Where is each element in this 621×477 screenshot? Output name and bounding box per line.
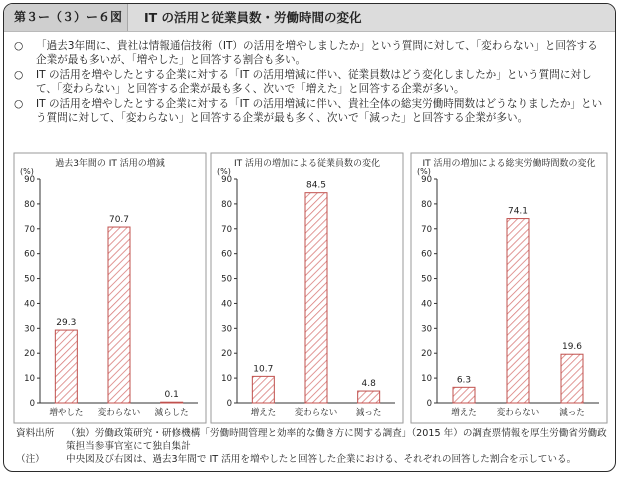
y-tick-label: 60 bbox=[221, 249, 232, 260]
note-row bbox=[16, 453, 608, 466]
chart-title: 過去3年間の IT 活用の増減 bbox=[55, 159, 165, 169]
y-tick-label: 40 bbox=[221, 299, 232, 310]
bar-value-label: 70.7 bbox=[108, 215, 130, 226]
bullet-text: IT の活用を増やしたとする企業に対する「IT の活用増減に伴い、従業員数はどう変化しましたか」という質問に対して、「変わらない」と回答する企業が最も多く、次いで「増えた」と回答する企業が多い。 bbox=[36, 68, 592, 96]
chart-title: IT 活用の増加による従業員数の変化 bbox=[233, 159, 381, 169]
bullet-mark: ○ bbox=[14, 97, 24, 110]
figure-frame bbox=[3, 3, 616, 472]
x-category-label: 変わらない bbox=[97, 408, 141, 418]
bar-1 bbox=[252, 376, 274, 403]
y-tick-label: 60 bbox=[421, 249, 432, 260]
bar-charts bbox=[12, 151, 610, 427]
bullet-text: 「過去3年間に、貴社は情報通信技術（IT）の活用を増やしましたか」という質問に対して、「変わらない」と回答する企業が最も多いが、「増やした」と回答する割合も多い。 bbox=[36, 40, 598, 67]
bullet-text: IT の活用を増やしたとする企業に対する「IT の活用増減に伴い、貴社全体の総実労働時間数はどうなりましたか」という質問に対して、「変わらない」と回答する企業が最も多く、次いで「減った」と回答する企業が多い。 bbox=[36, 97, 603, 125]
y-axis-unit-label: (%) bbox=[217, 167, 231, 176]
y-tick-label: 50 bbox=[421, 274, 432, 285]
x-category-label: 減らした bbox=[154, 408, 189, 418]
y-tick-label: 70 bbox=[24, 224, 35, 235]
y-tick-label: 90 bbox=[421, 175, 432, 185]
x-category-label: 減った bbox=[355, 408, 382, 418]
summary-bullet bbox=[14, 39, 606, 68]
bar-value-label: 84.5 bbox=[305, 180, 327, 191]
y-axis-unit-label: (%) bbox=[20, 167, 34, 176]
charts-area bbox=[12, 151, 610, 427]
y-tick-label: 0 bbox=[29, 399, 35, 409]
y-tick-label: 20 bbox=[421, 349, 432, 360]
source-label: 資料出所 bbox=[16, 428, 55, 439]
source-text: （独）労働政策研究・研修機構「労働時間管理と効率的な働き方に関する調査」（2015 年）の調査票情報を厚生労働省労働政策担当参事官室にて独自集計 bbox=[66, 428, 607, 452]
y-tick-label: 20 bbox=[24, 349, 35, 360]
figure-footer bbox=[16, 427, 608, 466]
x-category-label: 増えた bbox=[250, 408, 277, 418]
figure-title: IT の活用と従業員数・労働時間の変化 bbox=[144, 10, 362, 25]
bullet-mark: ○ bbox=[14, 40, 24, 52]
y-tick-label: 70 bbox=[221, 224, 232, 235]
y-tick-label: 70 bbox=[421, 224, 432, 235]
bullet-mark: ○ bbox=[14, 68, 24, 81]
y-tick-label: 90 bbox=[221, 175, 232, 185]
y-tick-label: 30 bbox=[24, 324, 35, 335]
y-tick-label: 30 bbox=[421, 324, 432, 335]
bar-value-label: 10.7 bbox=[253, 364, 274, 375]
y-tick-label: 80 bbox=[421, 199, 432, 210]
y-tick-label: 40 bbox=[421, 299, 432, 310]
bar-2 bbox=[305, 193, 327, 403]
y-tick-label: 10 bbox=[24, 374, 35, 385]
chart-title: IT 活用の増加による総実労働時間数の変化 bbox=[422, 159, 596, 169]
y-tick-label: 60 bbox=[24, 249, 35, 260]
bar-3 bbox=[561, 354, 583, 403]
x-category-label: 変わらない bbox=[294, 408, 338, 418]
summary-bullet bbox=[14, 97, 606, 126]
bar-value-label: 0.1 bbox=[164, 390, 179, 401]
summary-bullet bbox=[14, 68, 606, 97]
y-tick-label: 10 bbox=[221, 374, 232, 385]
x-category-label: 増えた bbox=[451, 408, 477, 418]
bar-1 bbox=[453, 387, 475, 403]
x-category-label: 増やした bbox=[49, 408, 84, 418]
y-tick-label: 40 bbox=[24, 299, 35, 310]
y-tick-label: 0 bbox=[226, 399, 232, 409]
summary-bullets bbox=[14, 39, 606, 125]
y-tick-label: 0 bbox=[426, 399, 432, 409]
y-tick-label: 20 bbox=[221, 349, 232, 360]
x-category-label: 減った bbox=[559, 408, 585, 418]
source-row bbox=[16, 427, 608, 453]
figure-number: 第３ー（３）ー６図 bbox=[4, 4, 128, 31]
y-tick-label: 80 bbox=[24, 199, 35, 210]
x-category-label: 変わらない bbox=[496, 408, 540, 418]
bar-value-label: 6.3 bbox=[456, 375, 472, 386]
bar-value-label: 4.8 bbox=[361, 379, 376, 390]
y-tick-label: 50 bbox=[221, 274, 232, 285]
bar-3 bbox=[358, 391, 380, 403]
bar-2 bbox=[108, 227, 130, 403]
y-tick-label: 50 bbox=[24, 274, 35, 285]
y-tick-label: 90 bbox=[24, 175, 35, 185]
bar-value-label: 74.1 bbox=[507, 206, 529, 217]
chart-panel-2 bbox=[211, 153, 403, 423]
y-axis-unit-label: (%) bbox=[417, 167, 431, 176]
chart-panel-1 bbox=[14, 153, 206, 423]
chart-panel-3 bbox=[411, 153, 607, 423]
y-tick-label: 80 bbox=[221, 199, 232, 210]
bar-value-label: 29.3 bbox=[56, 318, 77, 329]
bar-value-label: 19.6 bbox=[561, 342, 583, 353]
y-tick-label: 10 bbox=[421, 374, 432, 385]
note-label: （注） bbox=[16, 454, 45, 465]
note-text: 中央図及び右図は、過去3年間で IT 活用を増やしたと回答した企業における、それぞれの回答した割合を示している。 bbox=[66, 454, 577, 465]
bar-3 bbox=[161, 402, 183, 403]
bar-1 bbox=[55, 330, 77, 403]
figure-header bbox=[4, 4, 615, 32]
bar-2 bbox=[507, 219, 529, 403]
y-tick-label: 30 bbox=[221, 324, 232, 335]
